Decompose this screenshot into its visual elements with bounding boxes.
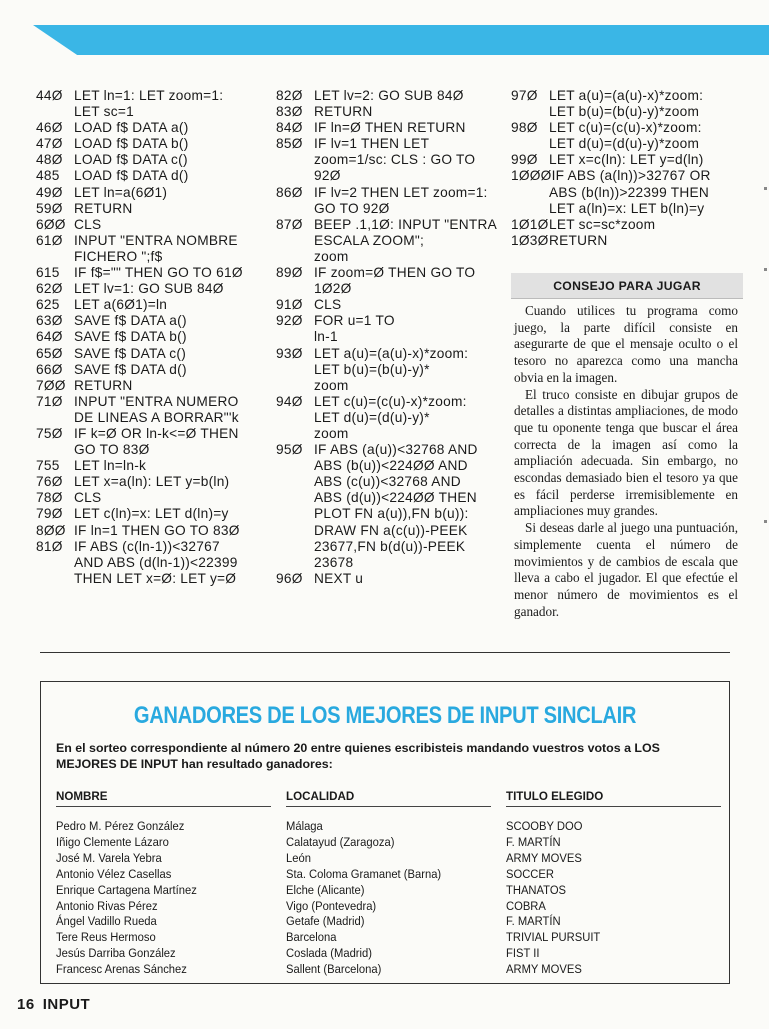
line-number <box>276 152 314 168</box>
code-text: SAVE f$ DATA c() <box>74 345 186 361</box>
code-line <box>36 442 272 458</box>
tip-paragraph: Si deseas darle al juego una puntuación, simplemente cuenta el número de movimientos y de cambios de escala que lleva a cabo el jugador. El que efectúe el menor número de movimientos es el ganador. <box>514 520 738 619</box>
code-line <box>36 410 272 426</box>
list-item: SOCCER <box>506 866 554 881</box>
code-line <box>511 185 743 201</box>
listing-column-1 <box>36 88 272 587</box>
code-line <box>276 490 508 506</box>
line-number: 6ØØ <box>36 216 66 232</box>
list-item: F. MARTÍN <box>506 914 561 929</box>
code-line <box>276 185 508 201</box>
list-item: Ángel Vadillo Rueda <box>56 914 157 929</box>
names-list <box>56 819 197 978</box>
line-number <box>511 136 549 152</box>
code-line <box>36 394 272 410</box>
line-number <box>276 458 314 474</box>
code-text: BEEP .1,1Ø: INPUT "ENTRA <box>314 216 498 232</box>
tip-body <box>514 303 738 620</box>
code-text: 23678 <box>314 554 354 570</box>
code-text: LET ln=ln-k <box>74 458 147 474</box>
code-line <box>276 571 508 587</box>
code-text: GO TO 92Ø <box>314 200 390 216</box>
code-line <box>276 394 508 410</box>
code-line <box>276 233 508 249</box>
code-line <box>511 88 743 104</box>
header-place: LOCALIDAD <box>286 790 355 803</box>
list-item: Barcelona <box>286 930 337 945</box>
list-item: Antonio Rivas Pérez <box>56 898 158 913</box>
line-number: 86Ø <box>276 184 303 200</box>
line-number: 63Ø <box>36 313 63 329</box>
code-line <box>36 346 272 362</box>
scan-mark <box>764 187 767 190</box>
code-line <box>511 136 743 152</box>
line-number <box>276 281 314 297</box>
line-number: 48Ø <box>36 152 63 168</box>
titles-list <box>506 819 600 978</box>
code-text: LOAD f$ DATA d() <box>74 168 189 184</box>
code-text: IF lv=2 THEN LET zoom=1: <box>314 184 488 200</box>
code-line <box>276 555 508 571</box>
list-item: Vigo (Pontevedra) <box>286 898 377 913</box>
code-line <box>36 249 272 265</box>
line-number: 1Ø3Ø <box>511 232 549 248</box>
code-text: RETURN <box>74 200 133 216</box>
line-number: 64Ø <box>36 329 63 345</box>
line-number <box>276 378 314 394</box>
line-number: 79Ø <box>36 506 63 522</box>
code-text: DRAW FN a(c(u))-PEEK <box>314 522 468 538</box>
code-text: LET d(u)=(d(u)-y)* <box>314 409 430 425</box>
code-line <box>36 523 272 539</box>
line-number: 92Ø <box>276 313 303 329</box>
line-number: 1ØØØ <box>511 168 552 184</box>
code-text: ABS (d(u))<224ØØ THEN <box>314 490 477 506</box>
code-text: LET x=a(ln): LET y=b(ln) <box>74 474 230 490</box>
code-line <box>276 458 508 474</box>
code-line <box>276 201 508 217</box>
code-text: DE LINEAS A BORRAR"'k <box>74 409 239 425</box>
code-text: IF ABS (a(ln))>32767 OR <box>551 168 711 184</box>
list-item: COBRA <box>506 898 546 913</box>
code-line <box>511 233 743 249</box>
code-text: SAVE f$ DATA a() <box>74 313 187 329</box>
code-text: zoom <box>314 425 349 441</box>
line-number <box>276 201 314 217</box>
code-text: CLS <box>74 216 102 232</box>
list-item: Pedro M. Pérez González <box>56 819 185 833</box>
list-item: Antonio Vélez Casellas <box>56 866 172 881</box>
code-text: ABS (b(u))<224ØØ AND <box>314 458 468 474</box>
list-item: Enrique Cartagena Martínez <box>56 882 197 897</box>
code-text: RETURN <box>549 232 608 248</box>
line-number: 95Ø <box>276 442 303 458</box>
code-line <box>36 120 272 136</box>
code-text: LET lv=2: GO SUB 84Ø <box>314 88 464 103</box>
scan-mark <box>764 520 767 523</box>
line-number <box>276 362 314 378</box>
code-text: LOAD f$ DATA c() <box>74 152 188 168</box>
code-line <box>511 217 743 233</box>
list-item: Francesc Arenas Sánchez <box>56 962 187 977</box>
code-line <box>36 458 272 474</box>
line-number: 97Ø <box>511 88 538 103</box>
line-number: 49Ø <box>36 184 63 200</box>
code-line <box>36 233 272 249</box>
line-number: 93Ø <box>276 345 303 361</box>
code-text: INPUT "ENTRA NUMERO <box>74 393 239 409</box>
line-number: 615 <box>36 265 60 281</box>
code-text: LET x=c(ln): LET y=d(ln) <box>549 152 704 168</box>
section-divider <box>40 652 730 653</box>
code-text: zoom=1/sc: CLS : GO TO <box>314 152 476 168</box>
line-number: 625 <box>36 297 60 313</box>
line-number <box>276 168 314 184</box>
list-item: Jesús Darriba González <box>56 946 176 961</box>
code-text: ln-1 <box>314 329 338 345</box>
list-item: Calatayud (Zaragoza) <box>286 834 395 849</box>
code-text: zoom <box>314 248 349 264</box>
code-line <box>36 104 272 120</box>
line-number <box>276 410 314 426</box>
code-text: IF lv=1 THEN LET <box>314 136 430 152</box>
code-line <box>36 506 272 522</box>
line-number <box>36 555 74 571</box>
line-number <box>511 185 549 201</box>
line-number: 61Ø <box>36 232 63 248</box>
code-line <box>36 136 272 152</box>
line-number: 87Ø <box>276 216 303 232</box>
line-number: 71Ø <box>36 393 63 409</box>
code-line <box>276 362 508 378</box>
tip-title: CONSEJO PARA JUGAR <box>511 273 743 299</box>
line-number: 485 <box>36 168 60 184</box>
line-number <box>36 410 74 426</box>
line-number: 85Ø <box>276 136 303 152</box>
line-number: 62Ø <box>36 281 63 297</box>
code-text: LET b(u)=(b(u)-y)* <box>314 361 430 377</box>
line-number <box>276 426 314 442</box>
line-number: 96Ø <box>276 570 303 586</box>
code-text: FOR u=1 TO <box>314 313 395 329</box>
line-number: 98Ø <box>511 120 538 136</box>
code-text: LET ln=1: LET zoom=1: <box>74 88 224 103</box>
code-line <box>276 297 508 313</box>
page-footer <box>17 996 90 1013</box>
code-text: LET d(u)=(d(u)-y)*zoom <box>549 136 700 152</box>
winners-title: GANADORES DE LOS MEJORES DE INPUT SINCLAIR <box>133 702 637 729</box>
code-line <box>36 362 272 378</box>
line-number <box>276 329 314 345</box>
code-line <box>36 474 272 490</box>
line-number: 94Ø <box>276 393 303 409</box>
code-text: LET a(u)=(a(u)-x)*zoom: <box>549 88 704 103</box>
header-banner <box>33 25 769 55</box>
line-number <box>276 539 314 555</box>
code-line <box>276 136 508 152</box>
list-item: Getafe (Madrid) <box>286 914 365 929</box>
list-item: Sallent (Barcelona) <box>286 962 382 977</box>
line-number <box>511 104 549 120</box>
code-text: zoom <box>314 377 349 393</box>
code-text: LET c(ln)=x: LET d(ln)=y <box>74 506 229 522</box>
line-number <box>276 506 314 522</box>
code-line <box>276 346 508 362</box>
code-line <box>276 426 508 442</box>
line-number <box>36 104 74 120</box>
code-text: 23677,FN b(d(u))-PEEK <box>314 538 466 554</box>
magazine-name: INPUT <box>42 996 91 1013</box>
code-line <box>276 442 508 458</box>
code-text: ESCALA ZOOM"; <box>314 232 425 248</box>
code-text: IF zoom=Ø THEN GO TO <box>314 265 476 281</box>
code-line <box>36 329 272 345</box>
code-line <box>276 249 508 265</box>
code-text: LET a(ln)=x: LET b(ln)=y <box>549 200 705 216</box>
code-line <box>36 555 272 571</box>
line-number <box>276 555 314 571</box>
line-number: 8ØØ <box>36 522 66 538</box>
list-item: F. MARTÍN <box>506 834 561 849</box>
list-item: FIST II <box>506 946 540 961</box>
code-line <box>276 120 508 136</box>
code-text: IF ln=Ø THEN RETURN <box>314 120 466 136</box>
code-line <box>36 539 272 555</box>
line-number: 78Ø <box>36 490 63 506</box>
code-text: SAVE f$ DATA d() <box>74 361 187 377</box>
code-line <box>276 152 508 168</box>
code-text: IF k=Ø OR ln-k<=Ø THEN <box>74 425 239 441</box>
line-number: 1Ø1Ø <box>511 216 549 232</box>
code-line <box>276 313 508 329</box>
list-item: ARMY MOVES <box>506 850 582 865</box>
code-text: IF ABS (c(ln-1))<32767 <box>74 538 220 554</box>
code-line <box>36 168 272 184</box>
list-item: Elche (Alicante) <box>286 882 365 897</box>
code-line <box>511 104 743 120</box>
code-text: CLS <box>74 490 102 506</box>
header-rule <box>286 806 491 807</box>
code-line <box>276 281 508 297</box>
code-line <box>276 523 508 539</box>
tip-paragraph: El truco consiste en dibujar grupos de detalles a distintas ampliaciones, de modo que tu oponente tenga que buscar el área correcta de la imagen así como la ampliación adecuada. Sin embargo, no escondas demasiado bien el tesoro ya que es fácil perderse irremisiblemente en ampliaciones muy grandes. <box>514 386 738 519</box>
line-number <box>36 249 74 265</box>
header-rule <box>506 806 721 807</box>
list-item: José M. Varela Yebra <box>56 850 162 865</box>
code-line <box>36 281 272 297</box>
code-line <box>36 152 272 168</box>
line-number: 59Ø <box>36 200 63 216</box>
list-item: THANATOS <box>506 882 567 897</box>
code-line <box>276 474 508 490</box>
code-text: INPUT "ENTRA NOMBRE <box>74 232 238 248</box>
code-text: IF ABS (a(u))<32768 AND <box>314 442 478 458</box>
code-text: LET c(u)=(c(u)-x)*zoom: <box>314 393 467 409</box>
code-line <box>36 265 272 281</box>
code-line <box>511 201 743 217</box>
code-text: LET ln=a(6Ø1) <box>74 184 168 200</box>
header-title: TITULO ELEGIDO <box>506 790 604 803</box>
tip-paragraph: Cuando utilices tu programa como juego, la parte difícil consiste en asegurarte de que el mensaje oculto o el tesoro no aparezca como una mancha obvia en la imagen. <box>514 303 738 385</box>
code-text: LET sc=sc*zoom <box>549 216 656 232</box>
code-line <box>276 217 508 233</box>
list-item: Coslada (Madrid) <box>286 946 373 961</box>
code-text: RETURN <box>74 377 133 393</box>
code-line <box>36 217 272 233</box>
line-number <box>276 233 314 249</box>
code-text: SAVE f$ DATA b() <box>74 329 187 345</box>
line-number: 66Ø <box>36 361 63 377</box>
line-number: 7ØØ <box>36 377 66 393</box>
code-line <box>36 490 272 506</box>
line-number: 44Ø <box>36 88 63 103</box>
code-text: GO TO 83Ø <box>74 442 150 458</box>
line-number <box>276 523 314 539</box>
code-line <box>276 506 508 522</box>
line-number: 76Ø <box>36 474 63 490</box>
line-number: 91Ø <box>276 297 303 313</box>
line-number <box>276 474 314 490</box>
list-item: Sta. Coloma Gramanet (Barna) <box>286 866 442 881</box>
code-line <box>511 152 743 168</box>
code-text: LET a(6Ø1)=ln <box>74 297 168 313</box>
code-text: LET a(u)=(a(u)-x)*zoom: <box>314 345 469 361</box>
code-text: LOAD f$ DATA a() <box>74 120 189 136</box>
list-item: TRIVIAL PURSUIT <box>506 930 601 945</box>
code-line <box>276 104 508 120</box>
line-number <box>511 201 549 217</box>
winners-intro: En el sorteo correspondiente al número 20 entre quienes escribisteis mandando vuestros votos a LOS MEJORES DE INPUT han resultado ganadores: <box>56 741 660 771</box>
code-text: LOAD f$ DATA b() <box>74 136 189 152</box>
line-number <box>276 490 314 506</box>
page-number: 16 <box>17 996 35 1013</box>
code-line <box>276 410 508 426</box>
code-line <box>276 539 508 555</box>
code-text: IF f$="" THEN GO TO 61Ø <box>74 265 243 281</box>
code-line <box>511 168 743 184</box>
line-number: 99Ø <box>511 152 538 168</box>
code-line <box>36 571 272 587</box>
list-item: León <box>286 850 311 865</box>
line-number: 81Ø <box>36 538 63 554</box>
code-line <box>36 185 272 201</box>
code-line <box>511 120 743 136</box>
header-rule <box>56 806 271 807</box>
code-line <box>36 426 272 442</box>
code-text: ABS (b(ln))>22399 THEN <box>549 184 710 200</box>
code-line <box>276 88 508 104</box>
code-text: LET sc=1 <box>74 104 134 120</box>
code-line <box>276 168 508 184</box>
list-item: Iñigo Clemente Lázaro <box>56 834 169 849</box>
line-number <box>276 249 314 265</box>
code-line <box>36 88 272 104</box>
line-number: 65Ø <box>36 345 63 361</box>
code-text: PLOT FN a(u)),FN b(u)): <box>314 506 469 522</box>
list-item: Málaga <box>286 819 323 833</box>
code-line <box>36 201 272 217</box>
line-number: 83Ø <box>276 104 303 120</box>
code-text: 92Ø <box>314 168 341 184</box>
line-number: 82Ø <box>276 88 303 103</box>
winners-box <box>40 681 730 984</box>
code-text: RETURN <box>314 104 373 120</box>
code-text: CLS <box>314 297 342 313</box>
code-text: LET b(u)=(b(u)-y)*zoom <box>549 104 700 120</box>
code-text: LET lv=1: GO SUB 84Ø <box>74 281 224 297</box>
places-list <box>286 819 441 978</box>
line-number: 46Ø <box>36 120 63 136</box>
code-text: AND ABS (d(ln-1))<22399 <box>74 554 238 570</box>
listing-column-2 <box>276 88 508 587</box>
code-text: FICHERO ";f$ <box>74 248 163 264</box>
line-number <box>36 442 74 458</box>
list-item: ARMY MOVES <box>506 962 582 977</box>
line-number: 75Ø <box>36 425 63 441</box>
code-line <box>36 378 272 394</box>
code-text: 1Ø2Ø <box>314 281 352 297</box>
code-text: ABS (c(u))<32768 AND <box>314 474 461 490</box>
code-text: LET c(u)=(c(u)-x)*zoom: <box>549 120 702 136</box>
header-name: NOMBRE <box>56 790 108 803</box>
code-text: IF ln=1 THEN GO TO 83Ø <box>74 522 240 538</box>
listing-column-3 <box>511 88 743 249</box>
code-text: THEN LET x=Ø: LET y=Ø <box>74 570 237 586</box>
line-number: 755 <box>36 458 60 474</box>
list-item: Tere Reus Hermoso <box>56 930 156 945</box>
code-line <box>276 329 508 345</box>
code-text: NEXT u <box>314 570 364 586</box>
line-number: 89Ø <box>276 265 303 281</box>
code-line <box>276 265 508 281</box>
line-number: 84Ø <box>276 120 303 136</box>
line-number: 47Ø <box>36 136 63 152</box>
line-number <box>36 571 74 587</box>
code-line <box>36 313 272 329</box>
code-line <box>276 378 508 394</box>
code-line <box>36 297 272 313</box>
list-item: SCOOBY DOO <box>506 819 583 833</box>
scan-mark <box>764 268 767 271</box>
